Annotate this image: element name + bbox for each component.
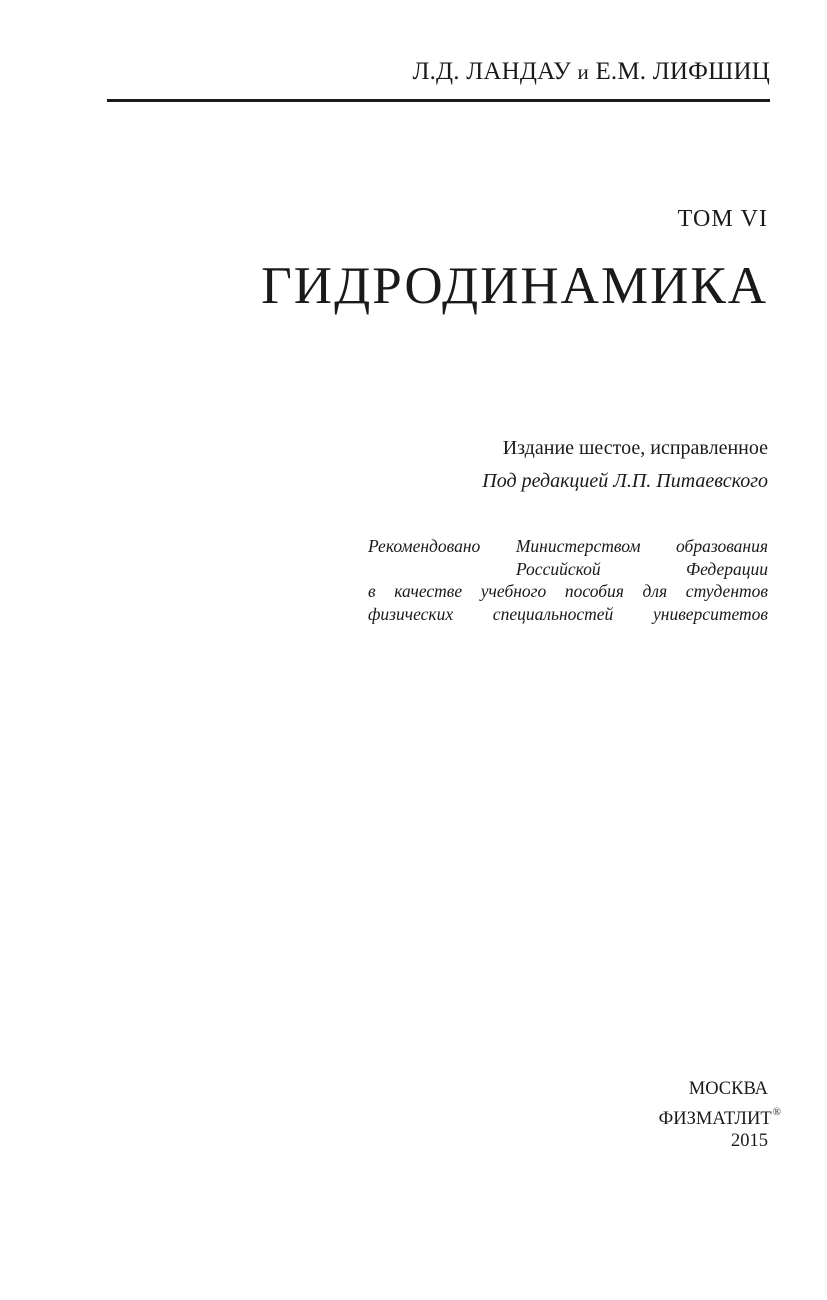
recommendation-line: Российской Федерации: [516, 558, 768, 579]
imprint-publisher-line: [659, 1101, 781, 1131]
recommendation-line: Рекомендовано Министерством образования: [368, 536, 768, 556]
authors-conjunction: и: [577, 60, 589, 84]
edition-label: Издание шестое, исправленное: [502, 437, 768, 459]
header-rule: [107, 99, 770, 102]
author-landau: Л.Д. ЛАНДАУ: [412, 58, 572, 85]
volume-label: ТОМ VI: [677, 206, 768, 232]
book-title: ГИДРОДИНАМИКА: [261, 257, 768, 315]
author-lifshitz: Е.М. ЛИФШИЦ: [595, 58, 770, 85]
imprint-year: 2015: [731, 1131, 768, 1151]
imprint-block: [658, 1078, 781, 1153]
recommendation-line: в качестве учебного пособия для студентов: [368, 581, 768, 601]
imprint-publisher: ФИЗМАТЛИТ: [658, 1108, 772, 1129]
recommendation-block: [368, 535, 768, 625]
editor-label: Под редакцией Л.П. Питаевского: [482, 470, 768, 492]
imprint-city: МОСКВА: [688, 1079, 768, 1099]
recommendation-line: физических специальностей университетов: [368, 603, 768, 624]
authors-header: [412, 58, 770, 86]
registered-mark: ®: [772, 1105, 781, 1118]
